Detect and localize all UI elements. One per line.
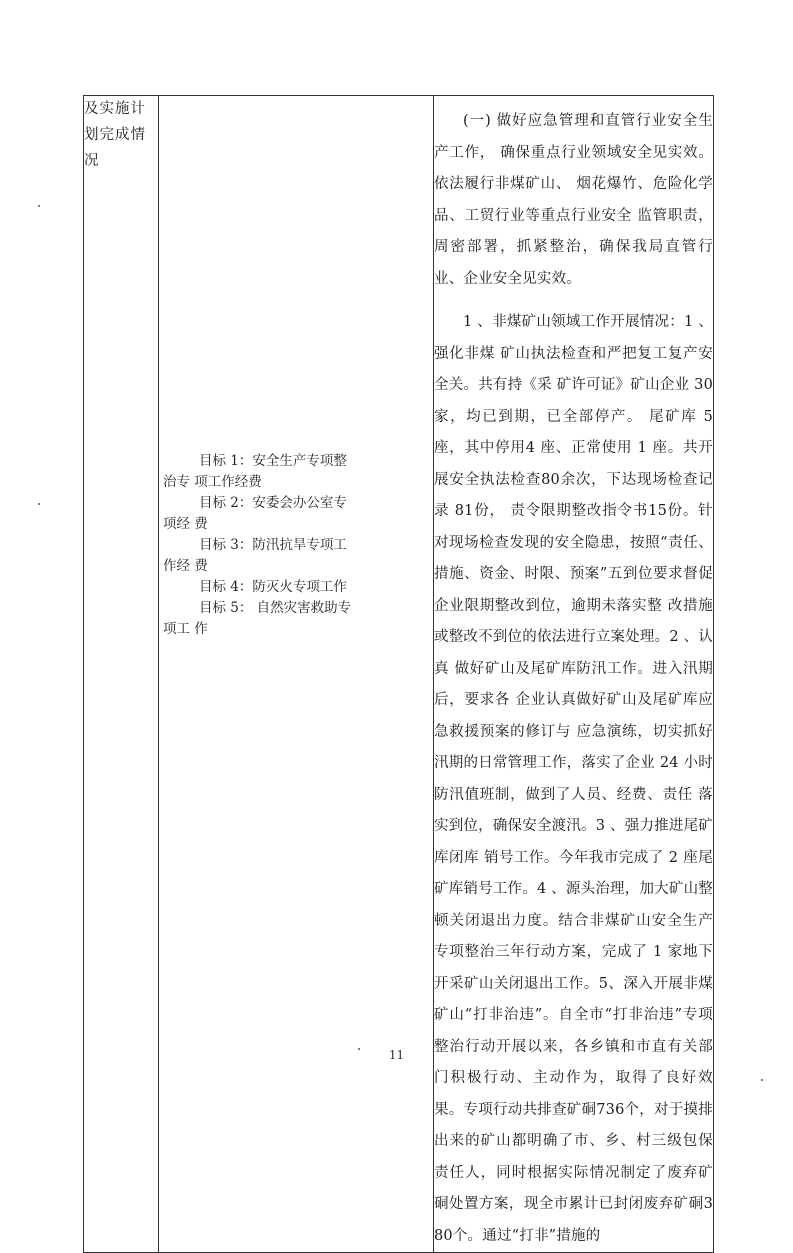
target-line: 目标 2：安委会办公室专: [199, 495, 347, 511]
targets-cell: [159, 96, 434, 1253]
scan-speck: [38, 205, 40, 207]
target-line: 作经 费: [163, 558, 208, 574]
target-line: 目标 4：防灭火专项工作: [199, 579, 347, 595]
target-line: 目标 1：安全生产专项整: [199, 453, 347, 469]
target-line: 目标 5： 自然灾害救助专: [199, 600, 352, 616]
row-label: 及实施计划完成情况: [84, 101, 146, 169]
target-list: [159, 451, 433, 640]
row-label-cell: [84, 96, 159, 1253]
target-line: 项经 费: [163, 516, 208, 532]
page-number: 11: [388, 1048, 405, 1062]
target-line: 治专 项工作经费: [163, 474, 262, 490]
paragraph-overview: (一) 做好应急管理和直管行业安全生产工作， 确保重点行业领域安全见实效。依法履行非煤矿山、 烟花爆竹、危险化学品、工贸行业等重点行业安全 监管职责，周密部署，抓紧整治，确保我局直管行 业、企业安全见实效。: [434, 113, 713, 287]
scan-speck: [358, 1048, 360, 1050]
content-cell: [434, 96, 714, 1253]
scan-speck: [38, 503, 40, 505]
plan-completion-table: [83, 95, 714, 1253]
table-row: [84, 96, 714, 1253]
target-line: 项工 作: [163, 621, 208, 637]
target-line: 目标 3：防汛抗旱专项工: [199, 537, 347, 553]
scan-speck: [761, 1079, 763, 1081]
paragraph-non-coal-mines: 1 、非煤矿山领域工作开展情况：1 、强化非煤 矿山执法检查和严把复工复产安全关。共有持《采 矿许可证》矿山企业 30 家，均已到期，已全部停产。 尾矿库 5 座，其中停用4 座、正常使用 1 座。共开 展安全执法检查80余次，下达现场检查记录 81份， 责令限期整改指令书15份。针对现场检查发现的安全隐患，按照“责任、措施、资金、时限、预案”五到位要求督促企业限期整改到位，逾期未落实整 改措施或整改不到位的依法进行立案处理。2 、认真 做好矿山及尾矿库防汛工作。进入汛期后，要求各 企业认真做好矿山及尾矿库应急救援预案的修订与 应急演练，切实抓好汛期的日常管理工作，落实了企业 24 小时防汛值班制，做到了人员、经费、责任 落实到位，确保安全渡汛。3 、强力推进尾矿库闭库 销号工作。今年我市完成了 2 座尾矿库销号工作。4 、源头治理，加大矿山整顿关闭退出力度。结合非煤矿山安全生产专项整治三年行动方案，完成了 1 家地下开采矿山关闭退出工作。5、深入开展非煤矿山“打非治违”。自全市“打非治违”专项整治行动开展以来，各乡镇和市直有关部门积极行动、主动作为，取得了良好效果。专项行动共排查矿硐736个，对于摸排出来的矿山都明确了市、乡、村三级包保责任人，同时根据实际情况制定了废弃矿硐处置方案，现全市累计已封闭废弃矿硐380个。通过“打非”措施的: [434, 314, 713, 1244]
